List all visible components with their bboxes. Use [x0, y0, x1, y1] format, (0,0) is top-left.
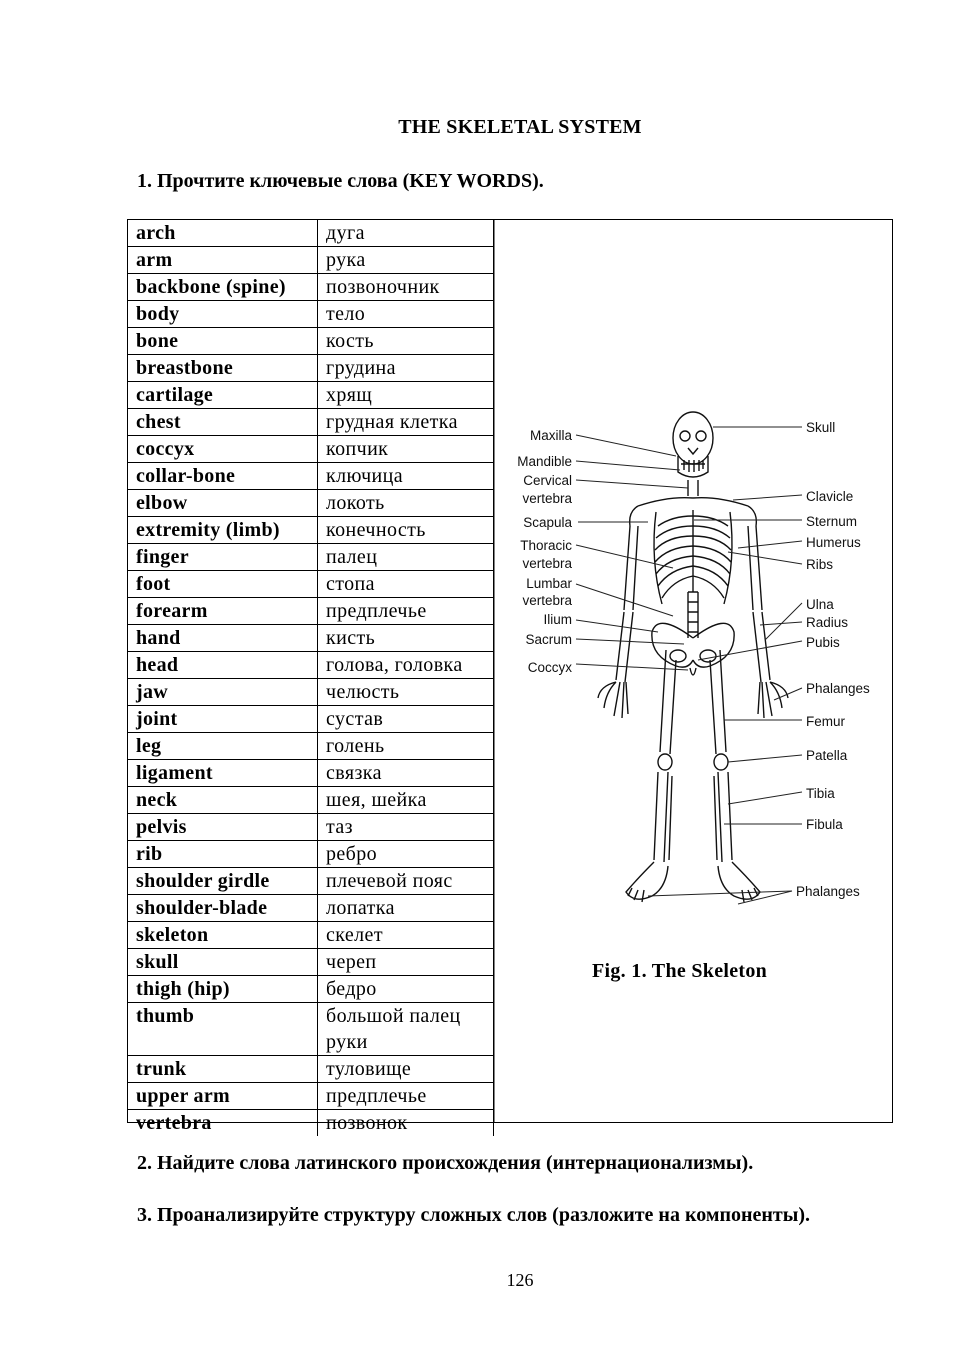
- vocab-term-russian: ключица: [318, 463, 494, 490]
- vocab-term-russian: сустав: [318, 706, 494, 733]
- vocab-term-russian: голень: [318, 733, 494, 760]
- vocab-term-english: collar-bone: [128, 463, 318, 490]
- page-title: THE SKELETAL SYSTEM: [398, 116, 642, 138]
- label-ribs: Ribs: [806, 557, 834, 572]
- vocab-term-russian: бедро: [318, 976, 494, 1003]
- label-tibia: Tibia: [806, 786, 835, 801]
- vocabulary-figure-box: [127, 219, 893, 1134]
- task-1-heading: 1. Прочтите ключевые слова (KEY WORDS).: [137, 170, 544, 192]
- vocab-term-russian: локоть: [318, 490, 494, 517]
- label-skull: Skull: [806, 420, 836, 435]
- vocab-term-russian: кость: [318, 328, 494, 355]
- label-coccyx: Coccyx: [527, 660, 572, 675]
- label-patella: Patella: [806, 748, 848, 763]
- vocab-term-russian: скелет: [318, 922, 494, 949]
- vocab-term-russian: плечевой пояс: [318, 868, 494, 895]
- vocab-term-english: elbow: [128, 490, 318, 517]
- vocab-term-russian: кисть: [318, 625, 494, 652]
- vocab-term-english: vertebra: [128, 1110, 318, 1137]
- vocab-term-russian: позвоночник: [318, 274, 494, 301]
- label-pubis: Pubis: [806, 635, 840, 650]
- vocab-term-english: thigh (hip): [128, 976, 318, 1003]
- vocab-term-russian: лопатка: [318, 895, 494, 922]
- vocab-term-russian: связка: [318, 760, 494, 787]
- vocab-term-english: neck: [128, 787, 318, 814]
- vocab-term-russian: хрящ: [318, 382, 494, 409]
- label-scapula: Scapula: [523, 515, 572, 530]
- label-sacrum: Sacrum: [525, 632, 572, 647]
- vocab-term-russian: туловище: [318, 1056, 494, 1083]
- vocab-term-english: backbone (spine): [128, 274, 318, 301]
- label-ulna: Ulna: [806, 597, 834, 612]
- vocab-term-english: arch: [128, 220, 318, 247]
- vocab-term-english: joint: [128, 706, 318, 733]
- vocab-term-english: leg: [128, 733, 318, 760]
- vocab-term-russian: грудная клетка: [318, 409, 494, 436]
- vocab-term-russian: череп: [318, 949, 494, 976]
- vocab-term-english: trunk: [128, 1056, 318, 1083]
- vocab-term-english: shoulder girdle: [128, 868, 318, 895]
- vocab-term-russian: ребро: [318, 841, 494, 868]
- vocab-term-english: coccyx: [128, 436, 318, 463]
- vocab-term-russian: дуга: [318, 220, 494, 247]
- task-3-heading: 3. Проанализируйте структуру сложных слов (разложите на компоненты).: [137, 1204, 810, 1226]
- task-2-heading: 2. Найдите слова латинского происхождения (интернационализмы).: [137, 1152, 754, 1174]
- vocab-term-russian: рука: [318, 247, 494, 274]
- vocab-term-russian: голова, головка: [318, 652, 494, 679]
- vocab-term-english: pelvis: [128, 814, 318, 841]
- label-femur: Femur: [806, 714, 846, 729]
- vocab-term-english: body: [128, 301, 318, 328]
- vocab-term-english: breastbone: [128, 355, 318, 382]
- vocab-term-russian: таз: [318, 814, 494, 841]
- vocab-term-russian: палец: [318, 544, 494, 571]
- vocab-term-english: forearm: [128, 598, 318, 625]
- vocab-term-russian: позвонок: [318, 1110, 494, 1137]
- vocab-term-english: hand: [128, 625, 318, 652]
- label-maxilla: Maxilla: [529, 428, 572, 443]
- vocab-term-english: shoulder-blade: [128, 895, 318, 922]
- vocab-term-russian: конечность: [318, 517, 494, 544]
- label-sternum: Sternum: [806, 514, 858, 529]
- skeleton-figure: [128, 220, 892, 1122]
- vocab-term-english: extremity (limb): [128, 517, 318, 544]
- skeleton-drawing: [598, 412, 788, 902]
- label-mandible: Mandible: [517, 454, 572, 469]
- label-ilium: Ilium: [543, 612, 572, 627]
- vocab-term-russian: тело: [318, 301, 494, 328]
- vocab-term-english: skeleton: [128, 922, 318, 949]
- vocab-term-english: arm: [128, 247, 318, 274]
- vocab-term-english: thumb: [128, 1003, 318, 1056]
- label-phalanges-foot: Phalanges: [796, 884, 860, 899]
- figure-caption: Fig. 1. The Skeleton: [592, 960, 768, 982]
- vocab-term-english: rib: [128, 841, 318, 868]
- label-fibula: Fibula: [806, 817, 843, 832]
- vocab-term-russian: шея, шейка: [318, 787, 494, 814]
- label-lumbar-vertebra: vertebra: [522, 593, 572, 608]
- vocab-term-russian: предплечье: [318, 1083, 494, 1110]
- label-cervical: Cervical: [523, 473, 572, 488]
- vocab-term-russian: копчик: [318, 436, 494, 463]
- page-number: 126: [506, 1270, 534, 1290]
- label-thoracic: Thoracic: [520, 538, 572, 553]
- vocab-term-english: head: [128, 652, 318, 679]
- vocab-term-english: ligament: [128, 760, 318, 787]
- label-radius: Radius: [806, 615, 849, 630]
- vocab-term-english: chest: [128, 409, 318, 436]
- vocab-term-english: finger: [128, 544, 318, 571]
- label-lumbar: Lumbar: [526, 576, 572, 591]
- vocab-term-english: skull: [128, 949, 318, 976]
- vocab-term-russian: большой палец руки: [318, 1003, 494, 1056]
- label-humerus: Humerus: [806, 535, 861, 550]
- label-thoracic-vertebra: vertebra: [522, 556, 572, 571]
- label-clavicle: Clavicle: [806, 489, 854, 504]
- vocab-term-english: cartilage: [128, 382, 318, 409]
- vocab-term-russian: предплечье: [318, 598, 494, 625]
- vocab-term-russian: грудина: [318, 355, 494, 382]
- vocab-term-english: foot: [128, 571, 318, 598]
- vocab-term-russian: челюсть: [318, 679, 494, 706]
- vocab-term-russian: стопа: [318, 571, 494, 598]
- vocab-term-english: bone: [128, 328, 318, 355]
- vocab-term-english: jaw: [128, 679, 318, 706]
- label-phalanges-hand: Phalanges: [806, 681, 870, 696]
- vocab-term-english: upper arm: [128, 1083, 318, 1110]
- label-cervical-vertebra: vertebra: [522, 491, 572, 506]
